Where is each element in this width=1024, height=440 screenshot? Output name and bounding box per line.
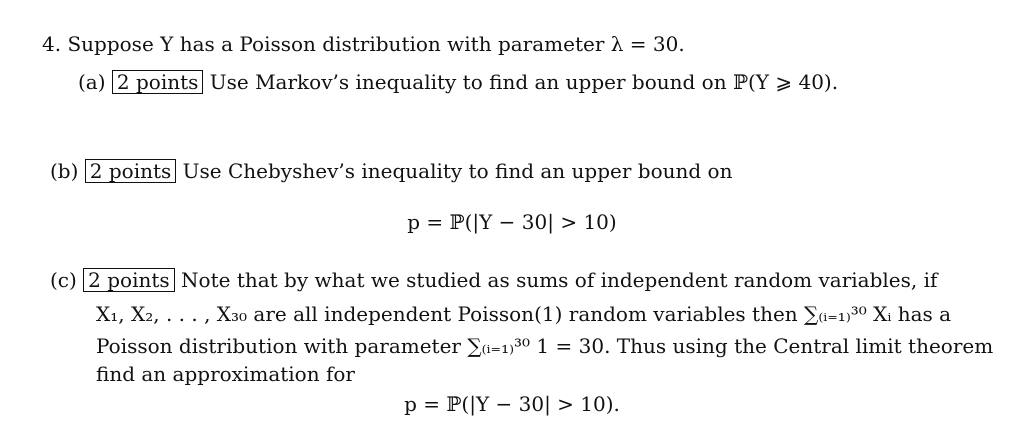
part-c-label: (c) [50, 268, 77, 292]
part-b-formula: p = ℙ(|Y − 30| > 10) [407, 210, 617, 234]
part-b-points-badge: 2 points [85, 159, 177, 183]
part-a-line [78, 70, 838, 94]
problem-intro: Suppose Y has a Poisson distribution with parameter λ = 30. [67, 32, 685, 56]
part-c-first-line [50, 268, 937, 292]
part-a-label: (a) [78, 70, 106, 94]
problem-intro-line [42, 32, 685, 56]
part-b-text: Use Chebyshev’s inequality to find an upper bound on [182, 159, 733, 183]
part-c-line1: Note that by what we studied as sums of independent random variables, if [181, 268, 938, 292]
part-a-text: Use Markov’s inequality to find an upper bound on ℙ(Y ⩾ 40). [209, 70, 839, 94]
part-b-line [50, 159, 732, 183]
part-a-points-badge: 2 points [112, 70, 204, 94]
part-c-formula: p = ℙ(|Y − 30| > 10). [404, 392, 620, 416]
part-c-line2: X₁, X₂, . . . , X₃₀ are all independent Poisson(1) random variables then ∑₍ᵢ₌₁₎³⁰ Xᵢ has a [96, 302, 952, 326]
problem-number: 4. [42, 32, 62, 56]
part-c-line3: Poisson distribution with parameter ∑₍ᵢ₌₁₎³⁰ 1 = 30. Thus using the Central limit theorem [96, 334, 994, 358]
part-c-points-badge: 2 points [83, 268, 175, 292]
part-b-label: (b) [50, 159, 79, 183]
part-c-line4: find an approximation for [96, 362, 355, 386]
